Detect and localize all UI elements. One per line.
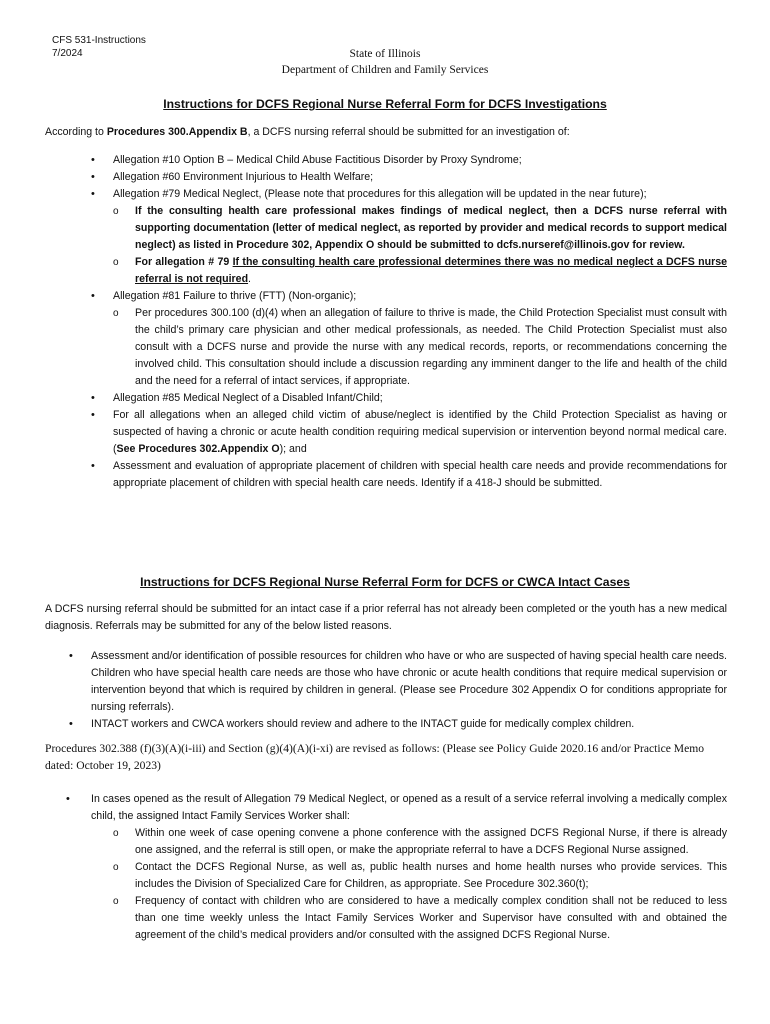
section2-medical-neglect-list — [0, 791, 727, 944]
department-name: Department of Children and Family Services — [281, 64, 489, 76]
intro-post: , a DCFS nursing referral should be submitted for an investigation of: — [247, 126, 570, 138]
list-item: • INTACT workers and CWCA workers should review and adhere to the INTACT guide for medically complex children. — [23, 716, 727, 733]
section1-title: Instructions for DCFS Regional Nurse Referral Form for DCFS Investigations — [163, 97, 607, 111]
period: . — [248, 273, 251, 285]
allegation-79-intact-text: In cases opened as the result of Allegation 79 Medical Neglect, or opened as a result of a service referral involving a medically complex child, the assigned Intact Family Services Worker shall: — [91, 793, 727, 822]
intro-pre: According to — [45, 126, 107, 138]
list-item — [0, 791, 727, 944]
list-item — [45, 186, 727, 288]
all-allegations-text: For all allegations when an alleged child victim of abuse/neglect is identified by the Child Protection Specialist as having or suspected of having a chronic or acute health condition requiring medical supervision or intervention beyond normal medical care. ( — [113, 409, 727, 455]
sub-list-item: o Frequency of contact with children who are considered to have a medically complex condition shall not be reduced to less than one time weekly unless the Intact Family Services Worker and Supervisor have consulted with and obtained the agreement of the child’s medical providers and/or consulted with the assigned DCFS Regional Nurse. — [47, 893, 727, 944]
allegation-79-lead: For allegation # 79 — [135, 256, 233, 268]
intro-procedure-ref: Procedures 300.Appendix B — [106, 126, 248, 138]
sub-list-item — [113, 203, 727, 254]
form-identifier — [52, 34, 146, 60]
form-number: CFS 531-Instructions — [52, 35, 146, 46]
list-item: • Assessment and evaluation of appropriate placement of children with special health care needs and provide recommendations for appropriate placement of children with special health care needs. Identify if a 418-J should be submitted. — [45, 458, 727, 492]
sub-list-item: o Per procedures 300.100 (d)(4) when an allegation of failure to thrive is made, the Child Protection Specialist must consult with the child’s primary care physician and other medical professionals, as needed. The Child Protection Specialist must also consult with a DCFS nurse and provide the nurse with any medical records, reports, or recommendations concerning the involved child. This consultation should include a discussion regarding any imminent danger to the life and health of the child and the need for a referral of intact services, if appropriate. — [113, 305, 727, 390]
list-item: • Assessment and/or identification of possible resources for children who have or who are suspected of having special health care needs. Children who have special health care needs are those who have chronic or acute health conditions that require medical supervision or intervention beyond that which is required by children in general. (Please see Procedure 302 Appendix O for conditions appropriate for nursing referrals). — [23, 648, 727, 716]
allegation-81-text: Allegation #81 Failure to thrive (FTT) (Non-organic); — [113, 290, 357, 302]
sub-list-item: o Within one week of case opening convene a phone conference with the assigned DCFS Regional Nurse, if there is already one assigned, and the referral is still open, or make the appropriate referral to have a DCFS Regional Nurse assigned. — [47, 825, 727, 859]
section2-intro: A DCFS nursing referral should be submitted for an intact case if a prior referral has not already been completed or the youth has a new medical diagnosis. Referrals may be submitted for any of the below listed reasons. — [45, 603, 727, 632]
no-referral-required-text: If the consulting health care professional determines there was no medical neglect a DCFS nurse referral is not required — [135, 256, 727, 285]
list-item — [45, 407, 727, 458]
section2-reasons-list — [45, 648, 727, 733]
list-item — [45, 288, 727, 390]
allegation-79-text: Allegation #79 Medical Neglect, (Please note that procedures for this allegation will be updated in the near future); — [113, 188, 647, 200]
agency-header — [200, 46, 570, 78]
sub-list-item — [113, 254, 727, 288]
list-item: • Allegation #60 Environment Injurious to Health Welfare; — [45, 169, 727, 186]
procedure-ref: See Procedures 302.Appendix O — [116, 443, 280, 455]
state-name: State of Illinois — [349, 48, 421, 60]
revision-note: Procedures 302.388 (f)(3)(A)(i-iii) and Section (g)(4)(A)(i-xi) are revised as follows: (Please see Policy Guide 2020.16 and/or Practice Memo dated: October 19, 2023) — [45, 742, 705, 772]
form-date: 7/2024 — [52, 48, 83, 59]
section1-intro — [45, 124, 727, 141]
list-item: • Allegation #85 Medical Neglect of a Disabled Infant/Child; — [45, 390, 727, 407]
sub-list-item: o Contact the DCFS Regional Nurse, as well as, public health nurses and home health nurses who provide services. This includes the Division of Specialized Care for Children, as appropriate. See Procedure 302.360(t); — [47, 859, 727, 893]
all-allegations-tail: ); and — [279, 443, 307, 455]
section2-title: Instructions for DCFS Regional Nurse Referral Form for DCFS or CWCA Intact Cases — [140, 575, 630, 589]
medical-neglect-findings-text: If the consulting health care professional makes findings of medical neglect, then a DCFS nurse referral with supporting documentation (letter of medical neglect, as reported by provider and medical records to support medical neglect) as listed in Procedure 302, Appendix O should be submitted to dcfs.nurseref@illinois.gov for review. — [135, 205, 727, 251]
section1-allegation-list — [45, 152, 727, 492]
list-item: • Allegation #10 Option B – Medical Child Abuse Factitious Disorder by Proxy Syndrome; — [45, 152, 727, 169]
